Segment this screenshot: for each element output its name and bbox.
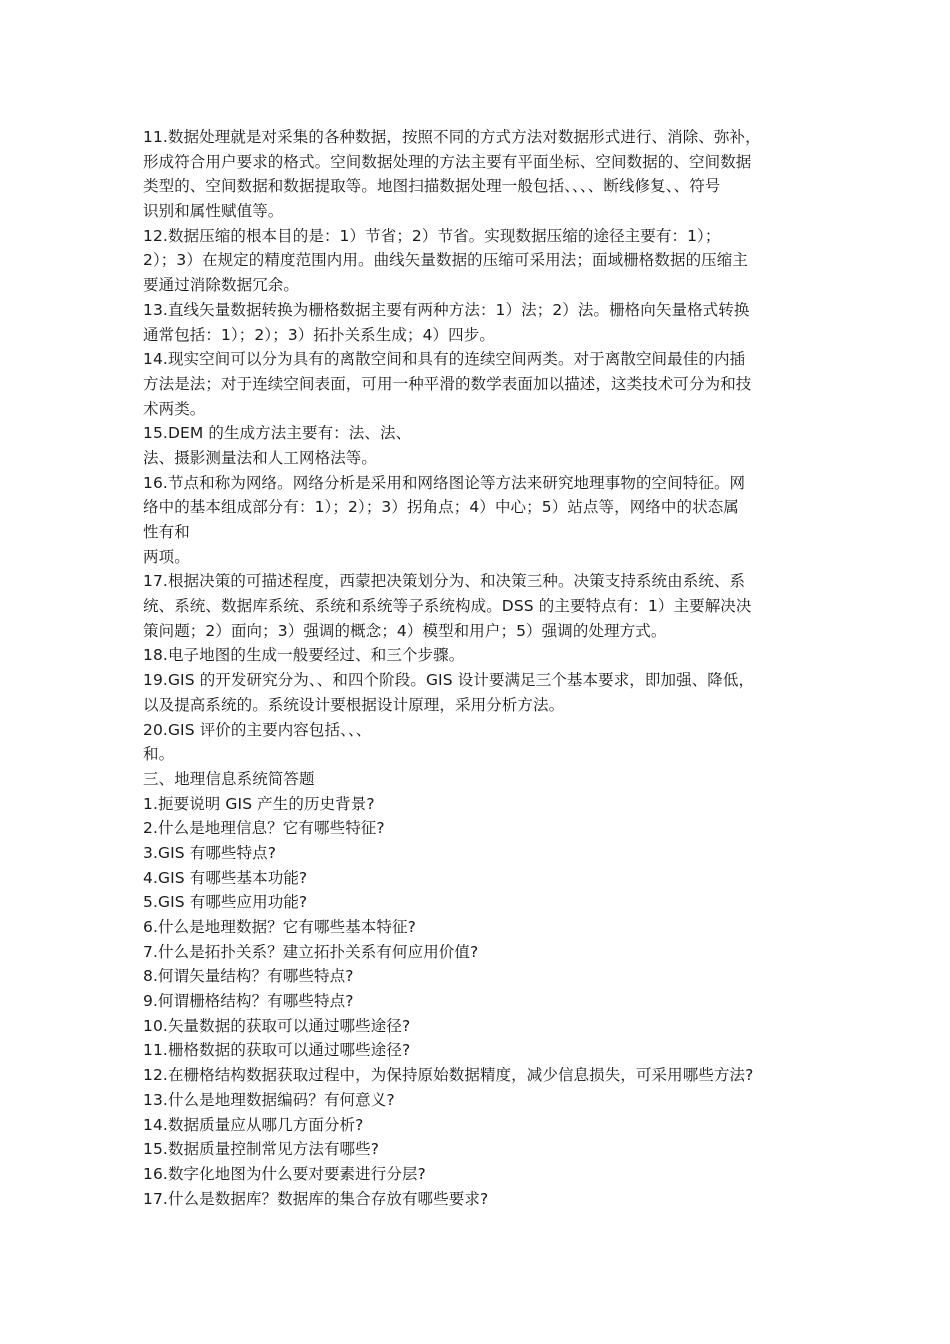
question-item: 9.何谓栅格结构？有哪些特点? — [143, 992, 354, 1011]
text-line: 17.根据决策的可描述程度，西蒙把决策划分为、和决策三种。决策支持系统由系统、系 — [143, 572, 746, 591]
text-line: 14.现实空间可以分为具有的离散空间和具有的连续空间两类。对于离散空间最佳的内插 — [143, 350, 746, 369]
text-line: 类型的、空间数据和数据提取等。地图扫描数据处理一般包括、、、、断线修复、、符号 — [143, 177, 721, 196]
text-line: 18.电子地图的生成一般要经过、和三个步骤。 — [143, 646, 465, 665]
text-line: 统、系统、数据库系统、系统和系统等子系统构成。DSS 的主要特点有：1）主要解决决 — [143, 597, 752, 616]
question-item: 17.什么是数据库？数据库的集合存放有哪些要求? — [143, 1189, 489, 1208]
text-line: 15.DEM 的生成方法主要有：法、法、 — [143, 424, 412, 443]
text-line: 策问题；2）面向；3）强调的概念；4）模型和用户；5）强调的处理方式。 — [143, 621, 667, 640]
text-line: 术两类。 — [143, 399, 206, 418]
text-line: 性有和 — [143, 523, 190, 541]
text-line: 法、摄影测量法和人工网格法等。 — [143, 448, 378, 467]
text-line: 11.数据处理就是对采集的各种数据，按照不同的方式方法对数据形式进行、消除、弥补， — [143, 128, 761, 146]
text-line: 20.GIS 评价的主要内容包括、、、 — [143, 720, 372, 739]
text-line: 19.GIS 的开发研究分为、、和四个阶段。GIS 设计要满足三个基本要求，即加强、降低， — [143, 671, 755, 690]
question-item: 16.数字化地图为什么要对要素进行分层? — [143, 1164, 426, 1183]
question-item: 7.什么是拓扑关系？建立拓扑关系有何应用价值? — [143, 942, 479, 961]
question-item: 6.什么是地理数据？它有哪些基本特征? — [143, 918, 416, 936]
text-line: 通常包括：1）；2）；3）拓扑关系生成；4）四步。 — [143, 325, 495, 344]
text-line: 形成符合用户要求的格式。空间数据处理的方法主要有平面坐标、空间数据的、空间数据 — [143, 152, 752, 171]
section-heading: 三、地理信息系统简答题 — [143, 769, 315, 788]
question-item: 3.GIS 有哪些特点? — [143, 843, 277, 862]
text-line: 13.直线矢量数据转换为栅格数据主要有两种方法：1）法；2）法。栅格向矢量格式转换 — [143, 300, 750, 319]
question-item: 12.在栅格结构数据获取过程中，为保持原始数据精度，减少信息损失，可采用哪些方法? — [143, 1066, 754, 1085]
text-line: 2）；3）在规定的精度范围内用。曲线矢量数据的压缩可采用法；面域栅格数据的压缩主 — [143, 251, 748, 270]
text-line: 方法是法；对于连续空间表面，可用一种平滑的数学表面加以描述，这类技术可分为和技 — [143, 374, 752, 393]
question-item: 5.GIS 有哪些应用功能? — [143, 893, 308, 912]
text-line: 12.数据压缩的根本目的是：1）节省；2）节省。实现数据压缩的途径主要有：1）； — [143, 226, 721, 245]
question-item: 1.扼要说明 GIS 产生的历史背景? — [143, 794, 375, 813]
text-line: 以及提高系统的。系统设计要根据设计原理，采用分析方法。 — [143, 695, 565, 714]
text-line: 和。 — [143, 745, 175, 764]
question-item: 8.何谓矢量结构？有哪些特点? — [143, 967, 354, 986]
question-item: 14.数据质量应从哪几方面分析? — [143, 1115, 364, 1134]
text-line: 两项。 — [143, 547, 190, 566]
document-body — [143, 125, 813, 1211]
text-line: 16.节点和称为网络。网络分析是采用和网络图论等方法来研究地理事物的空间特征。网 — [143, 473, 746, 492]
question-item: 15.数据质量控制常见方法有哪些? — [143, 1140, 380, 1159]
question-item: 11.栅格数据的获取可以通过哪些途径? — [143, 1041, 411, 1060]
question-item: 10.矢量数据的获取可以通过哪些途径? — [143, 1016, 411, 1035]
question-item: 2.什么是地理信息？它有哪些特征? — [143, 819, 385, 838]
question-item: 4.GIS 有哪些基本功能? — [143, 868, 308, 887]
text-line: 络中的基本组成部分有：1）；2）；3）拐角点；4）中心；5）站点等，网络中的状态属 — [143, 498, 739, 517]
text-line: 要通过消除数据冗余。 — [143, 276, 300, 295]
question-item: 13.什么是地理数据编码？有何意义? — [143, 1090, 395, 1109]
text-line: 识别和属性赋值等。 — [143, 202, 284, 221]
